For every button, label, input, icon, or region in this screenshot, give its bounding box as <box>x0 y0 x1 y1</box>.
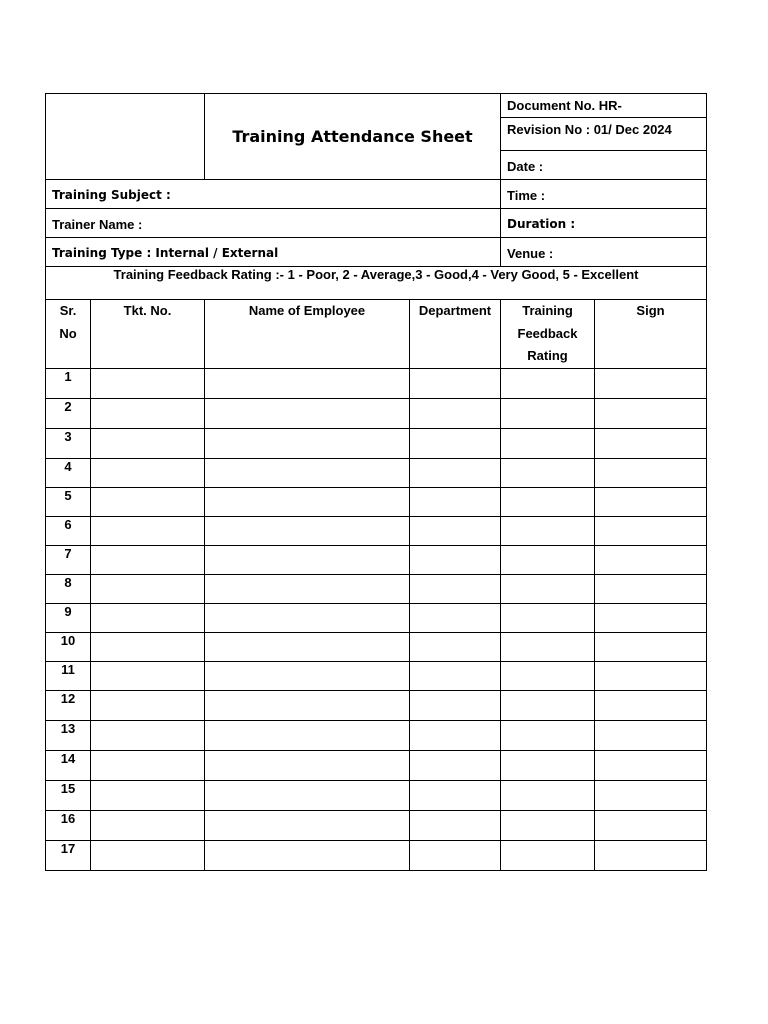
sr-no-cell: 17 <box>46 840 91 870</box>
department-cell[interactable] <box>410 516 501 545</box>
venue-field[interactable]: Venue : <box>501 238 707 267</box>
col-header-department: Department <box>410 300 501 369</box>
tkt-no-cell[interactable] <box>91 780 205 810</box>
name-cell[interactable] <box>205 428 410 458</box>
tkt-no-cell[interactable] <box>91 632 205 661</box>
table-row <box>46 780 707 810</box>
sign-cell[interactable] <box>595 780 707 810</box>
sign-cell[interactable] <box>595 398 707 428</box>
sign-cell[interactable] <box>595 720 707 750</box>
sign-cell[interactable] <box>595 487 707 516</box>
sr-no-cell: 2 <box>46 398 91 428</box>
rating-cell[interactable] <box>501 398 595 428</box>
department-cell[interactable] <box>410 840 501 870</box>
rating-cell[interactable] <box>501 368 595 398</box>
department-cell[interactable] <box>410 810 501 840</box>
tkt-no-cell[interactable] <box>91 750 205 780</box>
department-cell[interactable] <box>410 603 501 632</box>
tkt-no-cell[interactable] <box>91 690 205 720</box>
sr-no-cell: 9 <box>46 603 91 632</box>
table-row <box>46 487 707 516</box>
department-cell[interactable] <box>410 780 501 810</box>
department-cell[interactable] <box>410 690 501 720</box>
table-row <box>46 516 707 545</box>
department-cell[interactable] <box>410 632 501 661</box>
table-row <box>46 720 707 750</box>
sr-no-cell: 12 <box>46 690 91 720</box>
tkt-no-cell[interactable] <box>91 428 205 458</box>
rating-cell[interactable] <box>501 632 595 661</box>
rating-cell[interactable] <box>501 574 595 603</box>
tkt-no-cell[interactable] <box>91 516 205 545</box>
sign-cell[interactable] <box>595 840 707 870</box>
department-cell[interactable] <box>410 458 501 487</box>
attendance-sheet <box>45 93 706 871</box>
rating-cell[interactable] <box>501 661 595 690</box>
tkt-no-cell[interactable] <box>91 840 205 870</box>
sr-no-cell: 14 <box>46 750 91 780</box>
tkt-no-cell[interactable] <box>91 398 205 428</box>
col-header-rating: Training Feedback Rating <box>501 300 595 369</box>
sign-cell[interactable] <box>595 603 707 632</box>
sr-no-cell: 6 <box>46 516 91 545</box>
tkt-no-cell[interactable] <box>91 368 205 398</box>
training-type-field[interactable]: Training Type : Internal / External <box>46 238 501 267</box>
department-cell[interactable] <box>410 720 501 750</box>
sign-cell[interactable] <box>595 458 707 487</box>
sr-no-cell: 5 <box>46 487 91 516</box>
name-cell[interactable] <box>205 780 410 810</box>
rating-cell[interactable] <box>501 458 595 487</box>
name-cell[interactable] <box>205 516 410 545</box>
department-cell[interactable] <box>410 750 501 780</box>
table-row <box>46 428 707 458</box>
sr-no-cell: 4 <box>46 458 91 487</box>
department-cell[interactable] <box>410 398 501 428</box>
duration-field[interactable]: Duration : <box>501 209 707 238</box>
col-header-sr-no: Sr. No <box>46 300 91 369</box>
sign-cell[interactable] <box>595 428 707 458</box>
sign-cell[interactable] <box>595 368 707 398</box>
table-row <box>46 810 707 840</box>
sign-cell[interactable] <box>595 545 707 574</box>
department-cell[interactable] <box>410 574 501 603</box>
table-row <box>46 458 707 487</box>
rating-cell[interactable] <box>501 516 595 545</box>
table-row <box>46 632 707 661</box>
sign-cell[interactable] <box>595 690 707 720</box>
name-cell[interactable] <box>205 810 410 840</box>
table-row <box>46 398 707 428</box>
table-row <box>46 690 707 720</box>
sign-cell[interactable] <box>595 632 707 661</box>
sign-cell[interactable] <box>595 750 707 780</box>
department-cell[interactable] <box>410 661 501 690</box>
name-cell[interactable] <box>205 368 410 398</box>
name-cell[interactable] <box>205 398 410 428</box>
table-row <box>46 368 707 398</box>
col-header-tkt-no: Tkt. No. <box>91 300 205 369</box>
department-cell[interactable] <box>410 487 501 516</box>
name-cell[interactable] <box>205 750 410 780</box>
sr-no-cell: 3 <box>46 428 91 458</box>
name-cell[interactable] <box>205 840 410 870</box>
col-header-name: Name of Employee <box>205 300 410 369</box>
page-title: Training Attendance Sheet <box>205 94 501 180</box>
sign-cell[interactable] <box>595 574 707 603</box>
rating-cell[interactable] <box>501 810 595 840</box>
sr-no-cell: 7 <box>46 545 91 574</box>
name-cell[interactable] <box>205 720 410 750</box>
tkt-no-cell[interactable] <box>91 545 205 574</box>
name-cell[interactable] <box>205 632 410 661</box>
rating-cell[interactable] <box>501 428 595 458</box>
table-row <box>46 574 707 603</box>
sign-cell[interactable] <box>595 516 707 545</box>
tkt-no-cell[interactable] <box>91 458 205 487</box>
trainer-name-field[interactable]: Trainer Name : <box>46 209 501 238</box>
department-cell[interactable] <box>410 545 501 574</box>
table-row <box>46 603 707 632</box>
name-cell[interactable] <box>205 661 410 690</box>
table-row <box>46 661 707 690</box>
feedback-rating-legend: Training Feedback Rating :- 1 - Poor, 2 - Average,3 - Good,4 - Very Good, 5 - Excellent <box>46 267 707 300</box>
name-cell[interactable] <box>205 487 410 516</box>
time-field[interactable]: Time : <box>501 180 707 209</box>
table-row <box>46 840 707 870</box>
name-cell[interactable] <box>205 545 410 574</box>
table-row <box>46 545 707 574</box>
col-header-sign: Sign <box>595 300 707 369</box>
rating-cell[interactable] <box>501 545 595 574</box>
rating-cell[interactable] <box>501 720 595 750</box>
sr-no-cell: 10 <box>46 632 91 661</box>
department-cell[interactable] <box>410 428 501 458</box>
tkt-no-cell[interactable] <box>91 487 205 516</box>
tkt-no-cell[interactable] <box>91 603 205 632</box>
sign-cell[interactable] <box>595 661 707 690</box>
name-cell[interactable] <box>205 574 410 603</box>
sr-no-cell: 8 <box>46 574 91 603</box>
rating-cell[interactable] <box>501 840 595 870</box>
training-subject-field[interactable]: Training Subject : <box>46 180 501 209</box>
sr-no-cell: 13 <box>46 720 91 750</box>
name-cell[interactable] <box>205 690 410 720</box>
logo-area <box>46 94 205 180</box>
tkt-no-cell[interactable] <box>91 810 205 840</box>
department-cell[interactable] <box>410 368 501 398</box>
sign-cell[interactable] <box>595 810 707 840</box>
sr-no-cell: 15 <box>46 780 91 810</box>
rating-cell[interactable] <box>501 487 595 516</box>
rating-cell[interactable] <box>501 690 595 720</box>
tkt-no-cell[interactable] <box>91 574 205 603</box>
rating-cell[interactable] <box>501 750 595 780</box>
tkt-no-cell[interactable] <box>91 661 205 690</box>
sheet-table <box>45 93 707 871</box>
name-cell[interactable] <box>205 603 410 632</box>
date-field[interactable]: Date : <box>501 151 707 180</box>
rating-cell[interactable] <box>501 603 595 632</box>
sr-no-cell: 1 <box>46 368 91 398</box>
table-row <box>46 750 707 780</box>
document-no: Document No. HR- <box>501 94 707 118</box>
name-cell[interactable] <box>205 458 410 487</box>
sr-no-cell: 11 <box>46 661 91 690</box>
sr-no-cell: 16 <box>46 810 91 840</box>
rating-cell[interactable] <box>501 780 595 810</box>
tkt-no-cell[interactable] <box>91 720 205 750</box>
revision-no: Revision No : 01/ Dec 2024 <box>501 118 707 151</box>
